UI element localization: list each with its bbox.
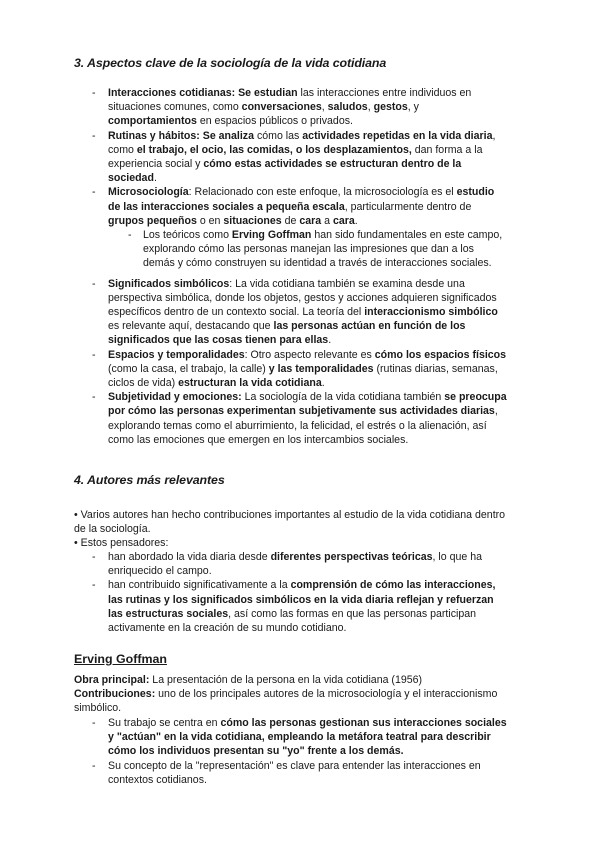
dash-bullet: - — [92, 551, 96, 563]
text: las interacciones entre individuos en situaciones comunes, como — [108, 87, 472, 114]
list-item — [0, 86, 600, 129]
text: a — [321, 214, 333, 227]
text: (como la casa, el trabajo, la calle) — [108, 362, 269, 375]
bold-text: Microsociología — [108, 186, 189, 199]
text: : Relacionado con este enfoque, la microsociología es el — [188, 186, 457, 199]
text: (rutinas diarias, semanas, ciclos de vida) — [108, 362, 498, 390]
goffman-list — [0, 716, 600, 787]
bold-text: comprensión de cómo las interacciones, las rutinas y los significados simbólicos en la vida diaria reflejan y refuerzan las estructuras sociales — [108, 579, 496, 620]
bold-text: Erving Goffman — [231, 229, 312, 242]
list-item — [0, 578, 600, 635]
authors-intro-bullet: • Varios autores han hecho contribuciones importantes al estudio de la vida cotidiana dentro de la sociología. — [74, 509, 506, 536]
bold-text: cómo las personas gestionan sus interacciones sociales y "actúan" en la vida cotidiana, empleando la metáfora teatral para describir cómo los individuos presentan su "yo" frente a los demás. — [108, 717, 507, 758]
list-item — [0, 228, 600, 271]
section-3-list — [0, 86, 600, 447]
section-4-heading: 4. Autores más relevantes — [74, 473, 225, 487]
list-item — [0, 348, 600, 391]
authors-thinkers-bullet: • Estos pensadores: — [74, 537, 169, 549]
text: han abordado la vida diaria desde — [108, 551, 271, 563]
bold-text: actividades repetidas en la vida diaria — [302, 129, 493, 142]
dash-bullet: - — [92, 348, 96, 361]
bold-text: saludos — [327, 101, 368, 114]
bold-text: y las temporalidades — [268, 362, 374, 375]
text: , lo que ha enriquecido el campo. — [108, 551, 482, 578]
bold-text: diferentes perspectivas teóricas — [270, 551, 433, 563]
bold-text: gestos — [373, 101, 408, 114]
text: : La vida cotidiana también se examina desde una perspectiva simbólica, donde los objetos, gestos y acciones adquieren significados específicos dentro de un contexto social. La teoría del — [108, 277, 497, 319]
dash-bullet: - — [92, 391, 96, 404]
contrib-value: uno de los principales autores de la microsociología y el interaccionismo simbólico. — [74, 688, 498, 715]
text: , así como las formas en que las personas participan activamente en la creación de su mundo cotidiano. — [108, 607, 477, 635]
dash-bullet: - — [92, 129, 96, 142]
bold-text: estructuran la vida cotidiana — [178, 377, 322, 390]
text: . — [321, 377, 325, 390]
bold-text: las personas actúan en función de los significados que las cosas tienen para ellas — [108, 320, 466, 347]
text: , como — [108, 129, 496, 156]
bold-text: Subjetividad y emociones: — [108, 391, 242, 404]
section-3-heading: 3. Aspectos clave de la sociología de la vida cotidiana — [74, 56, 387, 70]
bold-text: estudio de las interacciones sociales a pequeña escala — [108, 186, 495, 213]
dash-bullet: - — [92, 579, 96, 592]
dash-bullet: - — [92, 186, 96, 199]
text: : Otro aspecto relevante es — [244, 348, 375, 361]
text: dan forma a la experiencia social y — [108, 143, 483, 171]
text: han sido fundamentales en este campo, explorando cómo las personas manejan las impresiones que dan a los demás y cómo construyen su identidad a través de interacciones sociales. — [143, 229, 503, 270]
text: en espacios públicos o privados. — [196, 115, 353, 128]
bold-text: Significados simbólicos — [108, 277, 230, 290]
list-item — [0, 277, 600, 348]
dash-bullet: - — [92, 277, 96, 290]
bold-text: grupos pequeños — [108, 214, 197, 227]
text: Su concepto de la "representación" es clave para entender las interacciones en contextos cotidianos. — [108, 759, 481, 786]
goffman-contribuciones — [74, 687, 514, 715]
text: Su trabajo se centra en — [108, 717, 221, 729]
dash-bullet: - — [92, 87, 96, 99]
text: es relevante aquí, destacando que — [108, 320, 274, 333]
section-4-list — [0, 550, 600, 635]
bold-text: situaciones — [223, 214, 282, 227]
text: , explorando temas como el aburrimiento, la felicidad, el estrés o la alienación, así como las emociones que emergen en los intercambios sociales. — [108, 405, 498, 446]
text: . — [153, 172, 157, 185]
bold-text: cara — [332, 214, 355, 227]
text: han contribuido significativamente a la — [108, 579, 291, 592]
goffman-heading: Erving Goffman — [74, 652, 167, 666]
text: . — [328, 334, 332, 347]
text: o en — [196, 214, 224, 227]
dash-bullet: - — [128, 229, 132, 242]
bold-text: comportamientos — [108, 115, 197, 128]
contrib-label: Contribuciones: — [74, 688, 156, 700]
bold-text: cómo estas actividades se estructuran dentro de la sociedad — [108, 158, 462, 185]
bold-text: se preocupa por cómo las personas experimentan subjetivamente sus actividades diarias — [108, 391, 507, 418]
obra-label: Obra principal: — [74, 674, 150, 686]
text: , — [367, 101, 374, 114]
obra-value: La presentación de la persona en la vida cotidiana (1956) — [149, 674, 423, 686]
text: La sociología de la vida cotidiana también — [241, 391, 445, 404]
bold-text: conversaciones — [241, 101, 322, 114]
text: de — [281, 214, 300, 227]
text: , — [321, 101, 328, 114]
bold-text: cara — [299, 214, 322, 227]
text: . — [354, 214, 358, 227]
text: Los teóricos como — [143, 229, 232, 242]
list-item — [0, 759, 600, 787]
bold-text: el trabajo, el ocio, las comidas, o los desplazamientos, — [136, 143, 412, 156]
bold-text: cómo los espacios físicos — [374, 348, 507, 361]
dash-bullet: - — [92, 717, 96, 729]
goffman-obra — [74, 673, 514, 687]
text: , particularmente dentro de — [344, 200, 472, 213]
bold-text: Rutinas y hábitos: Se analiza — [108, 129, 254, 142]
list-item — [0, 716, 600, 759]
list-item — [0, 185, 600, 228]
bold-text: Interacciones cotidianas: Se estudian — [108, 87, 298, 99]
bold-text: Espacios y temporalidades — [108, 348, 245, 361]
list-item — [0, 550, 600, 578]
text: cómo las — [254, 129, 303, 142]
list-item — [0, 390, 600, 447]
text: , y — [407, 101, 419, 114]
bold-text: interaccionismo simbólico — [364, 306, 498, 319]
list-item — [0, 129, 600, 186]
dash-bullet: - — [92, 759, 96, 772]
